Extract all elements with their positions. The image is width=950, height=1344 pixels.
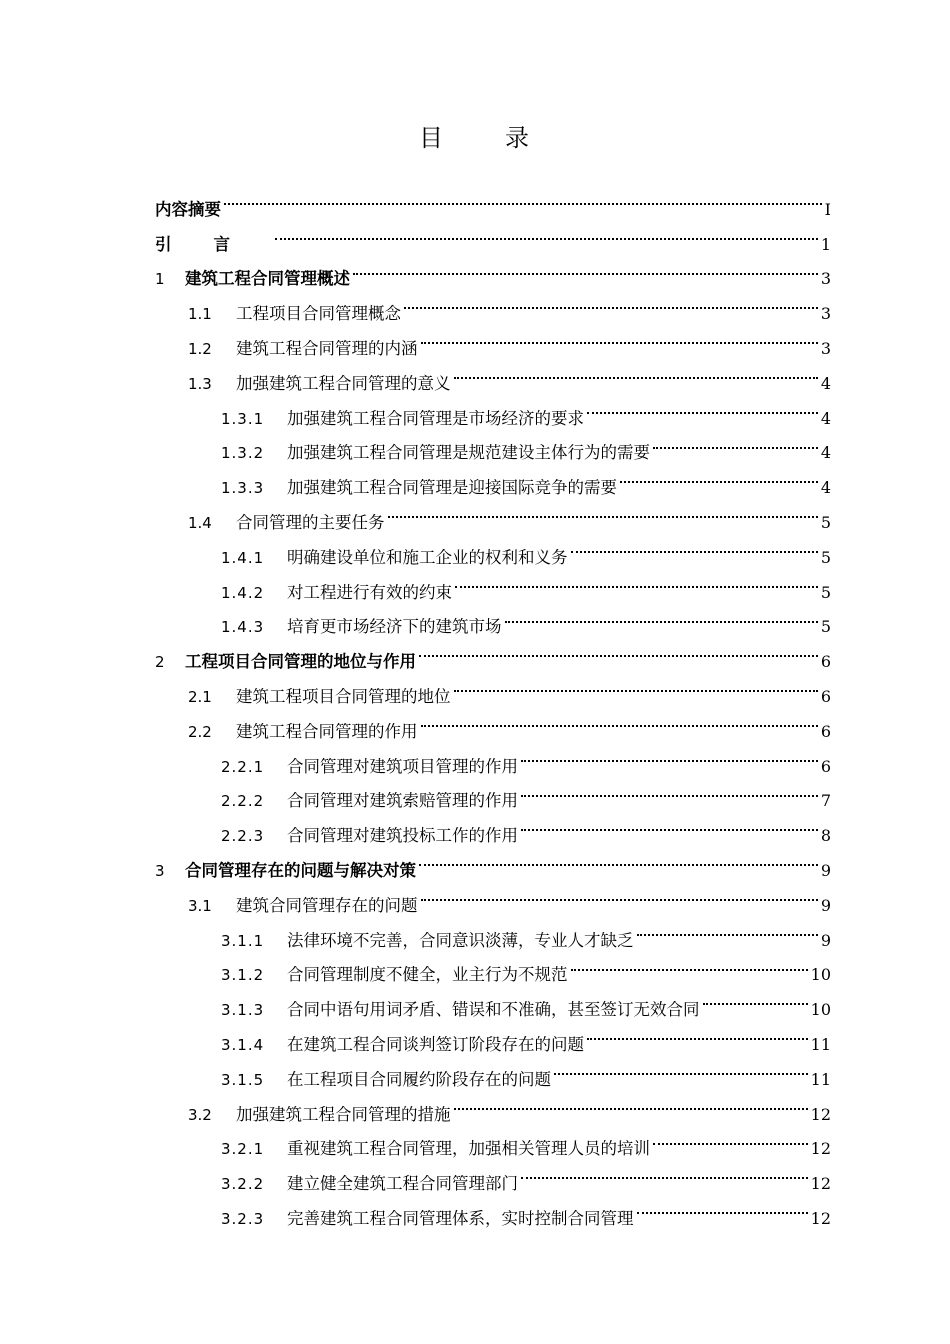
toc-entry-number: 2.2.1 — [221, 757, 265, 776]
toc-entry-number: 1 — [155, 270, 165, 289]
dot-leader — [419, 632, 818, 667]
toc-entry-title: 培育更市场经济下的建筑市场 — [287, 617, 502, 637]
dot-leader — [455, 563, 818, 598]
toc-entry-number: 2.1 — [188, 687, 212, 706]
toc-entry-page: 8 — [820, 826, 831, 846]
toc-entry-page: 10 — [810, 1000, 831, 1020]
toc-entry-page: 11 — [810, 1069, 831, 1089]
dot-leader — [388, 493, 818, 528]
toc-entry-title: 合同管理对建筑索赔管理的作用 — [287, 791, 518, 811]
toc-entry-page: 5 — [820, 617, 831, 637]
dot-leader — [637, 1189, 808, 1224]
dot-leader — [454, 1085, 808, 1120]
toc-entry-page: I — [824, 199, 831, 219]
toc-entry-number: 3.2.1 — [221, 1140, 265, 1159]
toc-entry-number: 1.4.1 — [221, 548, 265, 567]
dot-leader — [421, 702, 818, 737]
toc-entry-title: 加强建筑工程合同管理是规范建设主体行为的需要 — [287, 443, 650, 463]
toc-entry-title: 建筑工程项目合同管理的地位 — [236, 686, 451, 706]
toc-entry-title: 重视建筑工程合同管理，加强相关管理人员的培训 — [287, 1139, 650, 1159]
dot-leader — [571, 528, 818, 563]
dot-leader — [637, 911, 818, 946]
toc-entry-title: 建立健全建筑工程合同管理部门 — [287, 1174, 518, 1194]
toc-entry-title: 加强建筑工程合同管理的意义 — [236, 373, 451, 393]
toc-entry-number: 2.2.3 — [221, 827, 265, 846]
toc-entry-title: 加强建筑工程合同管理的措施 — [236, 1104, 451, 1124]
toc-entry-page: 12 — [810, 1139, 831, 1159]
toc-entry-title: 法律环境不完善，合同意识淡薄，专业人才缺乏 — [287, 930, 634, 950]
toc-entry-page: 9 — [820, 895, 831, 915]
toc-entry-page: 9 — [820, 930, 831, 950]
toc-entry-title: 合同管理的主要任务 — [236, 512, 385, 532]
toc-entry-page: 12 — [810, 1208, 831, 1228]
toc-entry-number: 1.3.3 — [221, 479, 265, 498]
toc-entry-page: 12 — [810, 1104, 831, 1124]
toc-entry-page: 1 — [820, 234, 831, 254]
toc-entry-number: 3.1 — [188, 896, 212, 915]
toc-entry-number: 3.1.2 — [221, 966, 265, 985]
toc-entry-number: 1.2 — [188, 339, 212, 358]
toc-entry-title: 工程项目合同管理概念 — [236, 304, 401, 324]
toc-entry-page: 5 — [820, 547, 831, 567]
dot-leader — [454, 354, 818, 389]
dot-leader — [224, 180, 822, 215]
toc-entry-page: 7 — [820, 791, 831, 811]
toc-entry-number: 1.4.2 — [221, 583, 265, 602]
dot-leader — [419, 841, 818, 876]
toc-entry-number: 1.1 — [188, 305, 212, 324]
toc-entry-title: 引言 — [155, 234, 272, 254]
toc-entry-title: 建筑工程合同管理的作用 — [236, 721, 418, 741]
toc-entry-page: 5 — [820, 512, 831, 532]
dot-leader — [521, 806, 818, 841]
toc-entry-page: 11 — [810, 1034, 831, 1054]
dot-leader — [421, 876, 818, 911]
toc-entry-title: 在建筑工程合同谈判签订阶段存在的问题 — [287, 1034, 584, 1054]
toc-entry-page: 4 — [820, 373, 831, 393]
dot-leader — [571, 946, 808, 981]
dot-leader — [353, 250, 818, 285]
toc-entry-title: 加强建筑工程合同管理是迎接国际竞争的需要 — [287, 478, 617, 498]
toc-entry-title: 建筑工程合同管理概述 — [185, 269, 350, 289]
toc-entry-page: 4 — [820, 478, 831, 498]
toc-entry-title: 合同管理存在的问题与解决对策 — [185, 860, 416, 880]
table-of-contents — [155, 180, 831, 1228]
toc-entry-page: 6 — [820, 652, 831, 672]
dot-leader — [404, 284, 818, 319]
toc-entry-number: 3.1.3 — [221, 1001, 265, 1020]
dot-leader — [505, 598, 818, 633]
toc-entry-page: 4 — [820, 408, 831, 428]
dot-leader — [421, 319, 818, 354]
dot-leader — [454, 667, 818, 702]
toc-entry-number: 1.3.1 — [221, 409, 265, 428]
toc-entry-number: 2.2.2 — [221, 792, 265, 811]
toc-entry-title: 对工程进行有效的约束 — [287, 582, 452, 602]
toc-entry-number: 1.3.2 — [221, 444, 265, 463]
toc-entry-page: 9 — [820, 860, 831, 880]
toc-entry-number: 1.4 — [188, 513, 212, 532]
toc-entry-number: 3.2 — [188, 1105, 212, 1124]
toc-title-char: 目 — [419, 124, 445, 152]
toc-entry-title: 合同中语句用词矛盾、错误和不准确，甚至签订无效合同 — [287, 1000, 700, 1020]
dot-leader — [587, 1015, 808, 1050]
toc-entry-title: 完善建筑工程合同管理体系，实时控制合同管理 — [287, 1208, 634, 1228]
toc-entry-page: 3 — [820, 269, 831, 289]
toc-entry[interactable] — [155, 180, 831, 219]
dot-leader — [587, 389, 818, 424]
toc-entry-page: 6 — [820, 756, 831, 776]
dot-leader — [653, 424, 818, 459]
toc-entry-number: 2 — [155, 653, 165, 672]
toc-entry-number: 1.4.3 — [221, 618, 265, 637]
toc-entry-page: 3 — [820, 338, 831, 358]
toc-entry-title: 合同管理对建筑投标工作的作用 — [287, 826, 518, 846]
toc-entry-number: 3.2.3 — [221, 1209, 265, 1228]
toc-entry-number: 3 — [155, 861, 165, 880]
toc-entry-title: 建筑工程合同管理的内涵 — [236, 338, 418, 358]
toc-entry-title: 合同管理制度不健全，业主行为不规范 — [287, 965, 568, 985]
toc-entry-page: 12 — [810, 1174, 831, 1194]
dot-leader — [521, 737, 818, 772]
dot-leader — [521, 1154, 808, 1189]
dot-leader — [275, 215, 818, 250]
dot-leader — [620, 458, 818, 493]
toc-entry-number: 3.2.2 — [221, 1175, 265, 1194]
toc-entry-page: 10 — [810, 965, 831, 985]
dot-leader — [703, 980, 808, 1015]
dot-leader — [653, 1120, 808, 1155]
toc-entry-page: 6 — [820, 686, 831, 706]
toc-title — [0, 118, 950, 153]
toc-entry-page: 3 — [820, 304, 831, 324]
toc-entry-number: 3.1.5 — [221, 1070, 265, 1089]
toc-title-char: 录 — [505, 124, 531, 152]
dot-leader — [521, 772, 818, 807]
toc-entry-number: 1.3 — [188, 374, 212, 393]
toc-entry-page: 4 — [820, 443, 831, 463]
toc-entry-title: 在工程项目合同履约阶段存在的问题 — [287, 1069, 551, 1089]
toc-entry-number: 2.2 — [188, 722, 212, 741]
toc-entry-page: 5 — [820, 582, 831, 602]
toc-entry-number: 3.1.4 — [221, 1035, 265, 1054]
toc-entry-title: 明确建设单位和施工企业的权利和义务 — [287, 547, 568, 567]
toc-entry-title: 工程项目合同管理的地位与作用 — [185, 652, 416, 672]
toc-entry-number: 3.1.1 — [221, 931, 265, 950]
toc-entry-title: 合同管理对建筑项目管理的作用 — [287, 756, 518, 776]
toc-entry[interactable] — [155, 215, 831, 254]
toc-entry-title: 加强建筑工程合同管理是市场经济的要求 — [287, 408, 584, 428]
toc-entry-page: 6 — [820, 721, 831, 741]
toc-entry-title: 内容摘要 — [155, 199, 221, 219]
dot-leader — [554, 1050, 808, 1085]
toc-entry-title: 建筑合同管理存在的问题 — [236, 895, 418, 915]
